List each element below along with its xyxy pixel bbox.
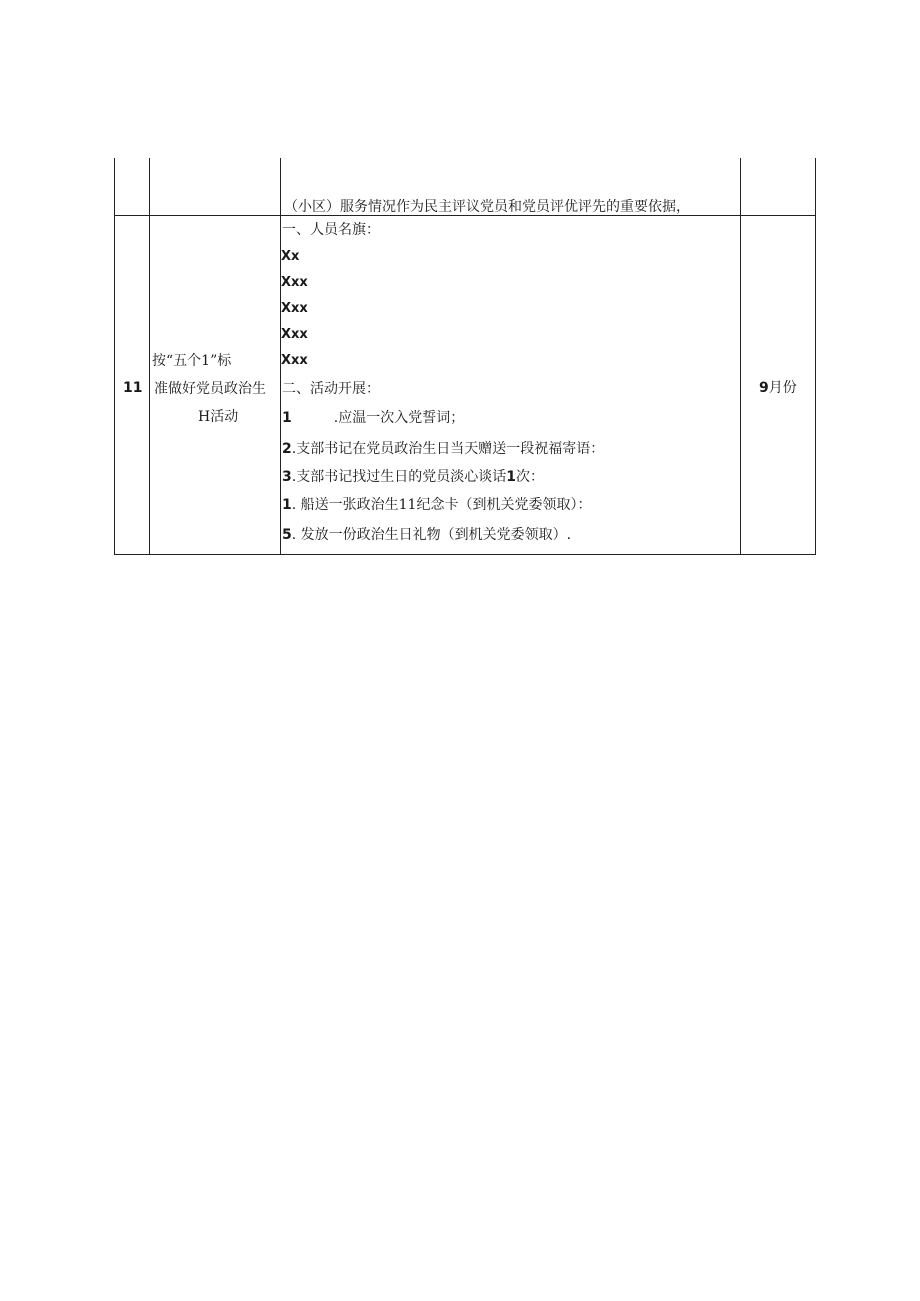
activity-item-number: 1 — [282, 410, 292, 426]
table-border-left — [114, 158, 115, 555]
column-divider-3 — [740, 158, 741, 555]
activity-item-text: .应温一次入党誓词； — [333, 410, 465, 426]
member-name: Xxx — [281, 327, 308, 342]
activity-item-number: 2 — [282, 441, 292, 457]
content-heading-activities: 二、活动开展： — [282, 381, 380, 397]
column-divider-1 — [149, 158, 150, 555]
member-name: Xx — [281, 249, 300, 264]
task-line-3: H活动 — [198, 409, 239, 425]
activity-item-number: 3 — [282, 469, 292, 485]
activity-item-tail: 次： — [515, 469, 544, 485]
member-name: Xxx — [281, 275, 308, 290]
activity-item-3 — [282, 468, 544, 486]
prev-row-content: （小区）服务情况作为民主评议党员和党员评优评先的重要依据， — [284, 199, 690, 215]
task-line-1: 按“五个1”标 — [152, 353, 232, 369]
activity-item-text: .支部书记在党员政治生日当天赠送一段祝福寄语： — [291, 441, 605, 457]
activity-item-1 — [282, 409, 464, 427]
work-plan-table — [114, 158, 816, 555]
activity-item-number: 1 — [282, 497, 292, 513]
time-cell — [759, 379, 797, 397]
activity-item-text: . 船送一张政治生11纪念卡（到机关党委领取）： — [291, 497, 592, 513]
activity-item-text: .支部书记找过生日的党员淡心谈话 — [291, 469, 507, 485]
activity-item-text: . 发放一份政治生日礼物（到机关党委领取）. — [291, 527, 572, 543]
table-border-right — [815, 158, 816, 555]
row-number: 11 — [123, 380, 143, 396]
content-heading-personnel: 一、人员名旗： — [282, 222, 380, 238]
activity-item-count: 1 — [506, 469, 516, 485]
time-month-number: 9 — [759, 380, 769, 396]
member-name: Xxx — [281, 301, 308, 316]
activity-item-number: 5 — [282, 527, 292, 543]
time-month-unit: 月份 — [768, 380, 797, 396]
table-border-bottom — [114, 554, 816, 555]
activity-item-5 — [282, 526, 571, 544]
activity-item-4 — [282, 496, 591, 514]
activity-item-2 — [282, 440, 604, 458]
member-name: Xxx — [281, 353, 308, 368]
task-line-2: 准做好党员政治生 — [154, 381, 266, 397]
